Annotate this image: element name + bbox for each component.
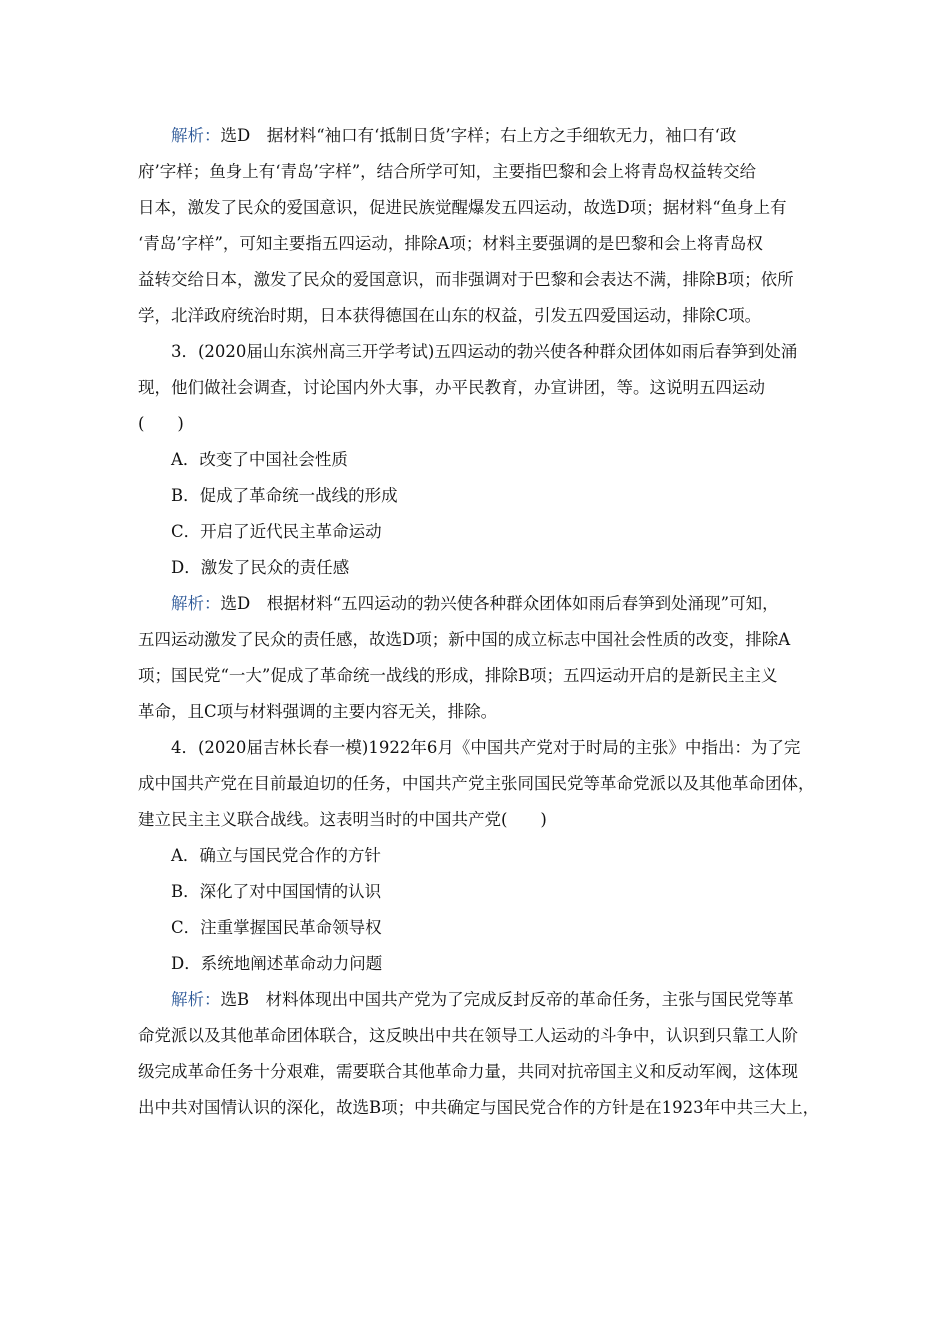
analysis-text-line: 学，北洋政府统治时期，日本获得德国在山东的权益，引发五四爱国运动，排除C项。 [138,306,762,325]
analysis-text-line: 选D 根据材料“五四运动的勃兴使各种群众团体如雨后春笋到处涌现”可知， [220,594,779,613]
question-stem-line: 现，他们做社会调查，讨论国内外大事，办平民教育，办宣讲团，等。这说明五四运动 [138,378,765,397]
option-c: C．开启了近代民主革命运动 [171,522,382,541]
analysis-text-line: 出中共对国情认识的深化，故选B项；中共确定与国民党合作的方针是在1923年中共三大上， [138,1098,820,1117]
analysis-text-line: ‘青岛’字样”，可知主要指五四运动，排除A项；材料主要强调的是巴黎和会上将青岛权 [138,234,763,253]
analysis-text-line: 选B 材料体现出中国共产党为了完成反封反帝的革命任务，主张与国民党等革 [220,990,794,1009]
option-a: A．改变了中国社会性质 [171,450,348,469]
option-b: B．促成了革命统一战线的形成 [171,486,398,505]
option-c: C．注重掌握国民革命领导权 [171,918,382,937]
question-stem-line: 4．(2020届吉林长春一模)1922年6月《中国共产党对于时局的主张》中指出：为了完 [171,738,801,757]
analysis-text-line: 命党派以及其他革命团体联合，这反映出中共在领导工人运动的斗争中，认识到只靠工人阶 [138,1026,798,1045]
analysis-label: 解析： [171,990,221,1009]
analysis-text-line: 府’字样；鱼身上有‘青岛’字样”，结合所学可知，主要指巴黎和会上将青岛权益转交给 [138,162,757,181]
analysis-text-line: 五四运动激发了民众的责任感，故选D项；新中国的成立标志中国社会性质的改变，排除A [138,630,791,649]
question-stem-line: 3．(2020届山东滨州高三开学考试)五四运动的勃兴使各种群众团体如雨后春笋到处涌 [171,342,798,361]
analysis-block-1 [138,118,828,334]
analysis-text-line: 益转交给日本，激发了民众的爱国意识，而非强调对于巴黎和会表达不满，排除B项；依所 [138,270,794,289]
question-stem-line: 成中国共产党在目前最迫切的任务，中国共产党主张同国民党等革命党派以及其他革命团体， [138,774,815,793]
question-stem-line: 建立民主主义联合战线。这表明当时的中国共产党( ) [138,810,547,829]
option-b: B．深化了对中国国情的认识 [171,882,382,901]
analysis-label: 解析： [171,594,221,613]
question-3 [138,334,828,586]
option-d: D．系统地阐述革命动力问题 [171,954,383,973]
answer-blank: ( ) [138,414,184,433]
analysis-text-line: 革命，且C项与材料强调的主要内容无关，排除。 [138,702,498,721]
option-d: D．激发了民众的责任感 [171,558,350,577]
analysis-text-line: 选D 据材料“袖口有‘抵制日货’字样；右上方之手细软无力，袖口有‘政 [220,126,737,145]
document-page [138,118,828,1126]
analysis-text-line: 项；国民党“一大”促成了革命统一战线的形成，排除B项；五四运动开启的是新民主主义 [138,666,778,685]
analysis-block-2 [138,586,828,730]
analysis-text-line: 日本，激发了民众的爱国意识，促进民族觉醒爆发五四运动，故选D项；据材料“鱼身上有 [138,198,787,217]
analysis-label: 解析： [171,126,221,145]
analysis-block-3 [138,982,828,1126]
option-a: A．确立与国民党合作的方针 [171,846,381,865]
question-4 [138,730,828,982]
analysis-text-line: 级完成革命任务十分艰难，需要联合其他革命力量，共同对抗帝国主义和反动军阀，这体现 [138,1062,798,1081]
